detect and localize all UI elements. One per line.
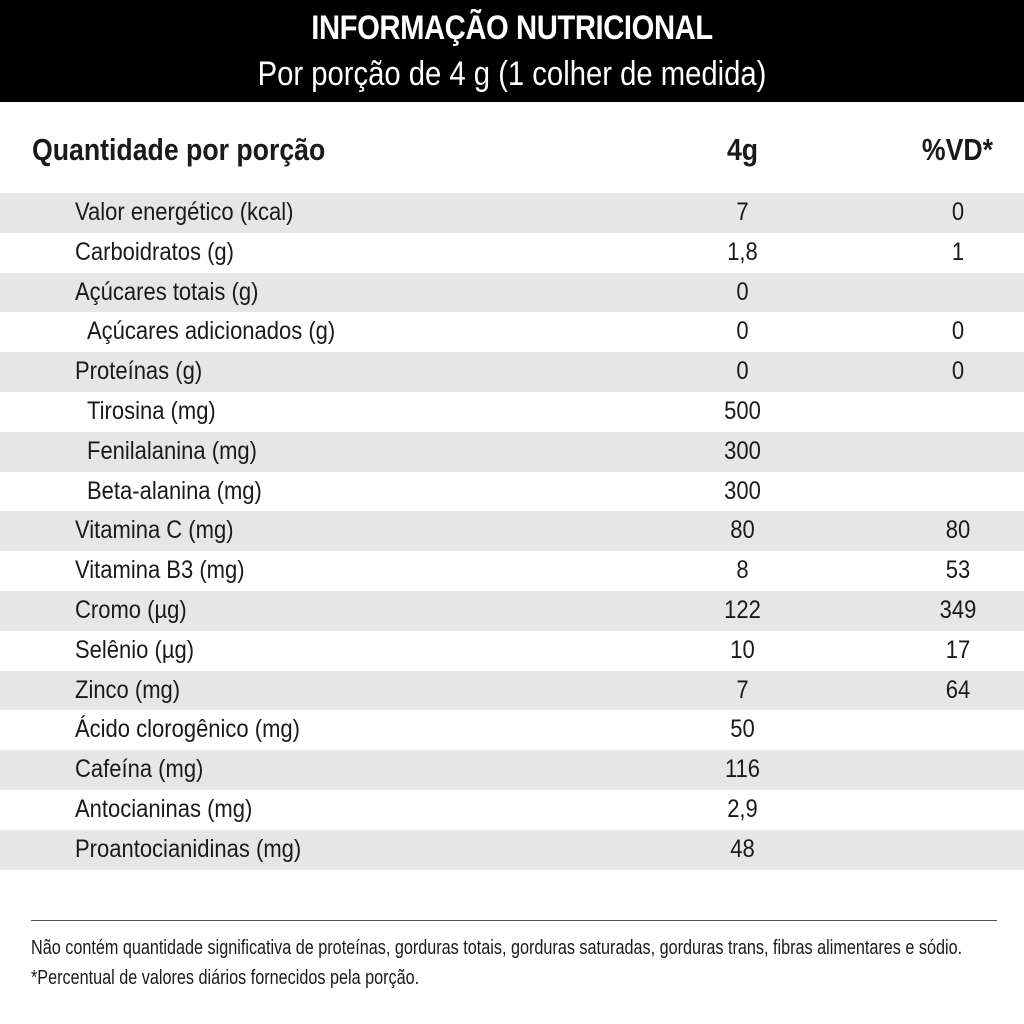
column-header-daily-value: %VD* bbox=[921, 132, 994, 167]
nutrient-quantity: 50 bbox=[730, 715, 755, 744]
nutrient-quantity: 7 bbox=[736, 675, 749, 704]
nutrient-label: Cromo (µg) bbox=[75, 595, 187, 624]
table-row bbox=[0, 551, 1024, 591]
serving-size-subtitle: Por porção de 4 g (1 colher de medida) bbox=[257, 55, 767, 93]
nutrient-quantity: 300 bbox=[724, 476, 761, 505]
nutrient-quantity: 116 bbox=[724, 755, 761, 784]
nutrient-quantity: 8 bbox=[736, 556, 749, 585]
nutrient-daily-value: 1 bbox=[951, 237, 965, 266]
table-row bbox=[0, 312, 1024, 352]
table-title: INFORMAÇÃO NUTRICIONAL bbox=[311, 9, 713, 47]
nutrient-label: Tirosina (mg) bbox=[87, 396, 216, 425]
table-row bbox=[0, 830, 1024, 870]
nutrient-label: Proantocianidinas (mg) bbox=[75, 834, 302, 863]
nutrient-label: Valor energético (kcal) bbox=[75, 198, 294, 226]
nutrient-daily-value: 349 bbox=[939, 595, 977, 624]
table-row bbox=[0, 233, 1024, 273]
nutrient-daily-value: 53 bbox=[945, 556, 971, 585]
nutrient-label: Ácido clorogênico (mg) bbox=[75, 715, 300, 744]
nutrient-label: Proteínas (g) bbox=[75, 357, 203, 386]
nutrient-daily-value: 0 bbox=[951, 198, 965, 226]
table-row bbox=[0, 273, 1024, 313]
nutrition-rows bbox=[0, 193, 1024, 870]
nutrient-label: Beta-alanina (mg) bbox=[87, 476, 262, 505]
nutrient-label: Vitamina B3 (mg) bbox=[75, 556, 245, 585]
table-row bbox=[0, 790, 1024, 830]
nutrient-label: Açúcares adicionados (g) bbox=[87, 317, 336, 346]
nutrient-quantity: 48 bbox=[730, 834, 755, 863]
nutrient-label: Cafeína (mg) bbox=[75, 755, 204, 784]
nutrient-label: Vitamina C (mg) bbox=[75, 516, 234, 545]
nutrient-quantity: 80 bbox=[730, 516, 755, 545]
table-header-band bbox=[0, 0, 1024, 102]
nutrient-quantity: 0 bbox=[736, 277, 749, 306]
footnote-not-significant: Não contém quantidade significativa de proteínas, gorduras totais, gorduras saturadas, gorduras trans, fibras alimentares e sódio. bbox=[31, 937, 963, 959]
table-row bbox=[0, 750, 1024, 790]
table-row bbox=[0, 193, 1024, 233]
table-row bbox=[0, 472, 1024, 512]
nutrient-label: Carboidratos (g) bbox=[75, 237, 234, 266]
nutrient-daily-value: 80 bbox=[945, 516, 971, 545]
nutrient-label: Zinco (mg) bbox=[75, 675, 181, 704]
nutrient-quantity: 2,9 bbox=[727, 794, 758, 823]
nutrient-quantity: 500 bbox=[724, 396, 761, 425]
nutrient-quantity: 0 bbox=[736, 317, 749, 346]
nutrient-quantity: 7 bbox=[736, 198, 749, 226]
column-header-label: Quantidade por porção bbox=[32, 132, 326, 167]
table-row bbox=[0, 392, 1024, 432]
nutrient-daily-value: 17 bbox=[945, 635, 971, 664]
nutrient-quantity: 1,8 bbox=[727, 237, 758, 266]
table-row bbox=[0, 591, 1024, 631]
nutrient-daily-value: 64 bbox=[945, 675, 971, 704]
table-row bbox=[0, 511, 1024, 551]
table-row bbox=[0, 631, 1024, 671]
nutrient-quantity: 0 bbox=[736, 357, 749, 386]
nutrient-label: Selênio (µg) bbox=[75, 635, 195, 664]
table-row bbox=[0, 352, 1024, 392]
nutrient-label: Fenilalanina (mg) bbox=[87, 436, 257, 465]
table-row bbox=[0, 671, 1024, 711]
footnote-daily-value: *Percentual de valores diários fornecidos pela porção. bbox=[31, 967, 420, 989]
column-header-quantity: 4g bbox=[726, 132, 759, 167]
table-row bbox=[0, 432, 1024, 472]
nutrient-quantity: 300 bbox=[724, 436, 761, 465]
nutrient-daily-value: 0 bbox=[951, 317, 965, 346]
nutrient-label: Antocianinas (mg) bbox=[75, 794, 253, 823]
nutrient-daily-value: 0 bbox=[951, 357, 965, 386]
footnote-divider bbox=[31, 920, 997, 921]
nutrient-quantity: 122 bbox=[724, 595, 761, 624]
nutrient-label: Açúcares totais (g) bbox=[75, 277, 259, 306]
table-row bbox=[0, 710, 1024, 750]
nutrient-quantity: 10 bbox=[730, 635, 755, 664]
